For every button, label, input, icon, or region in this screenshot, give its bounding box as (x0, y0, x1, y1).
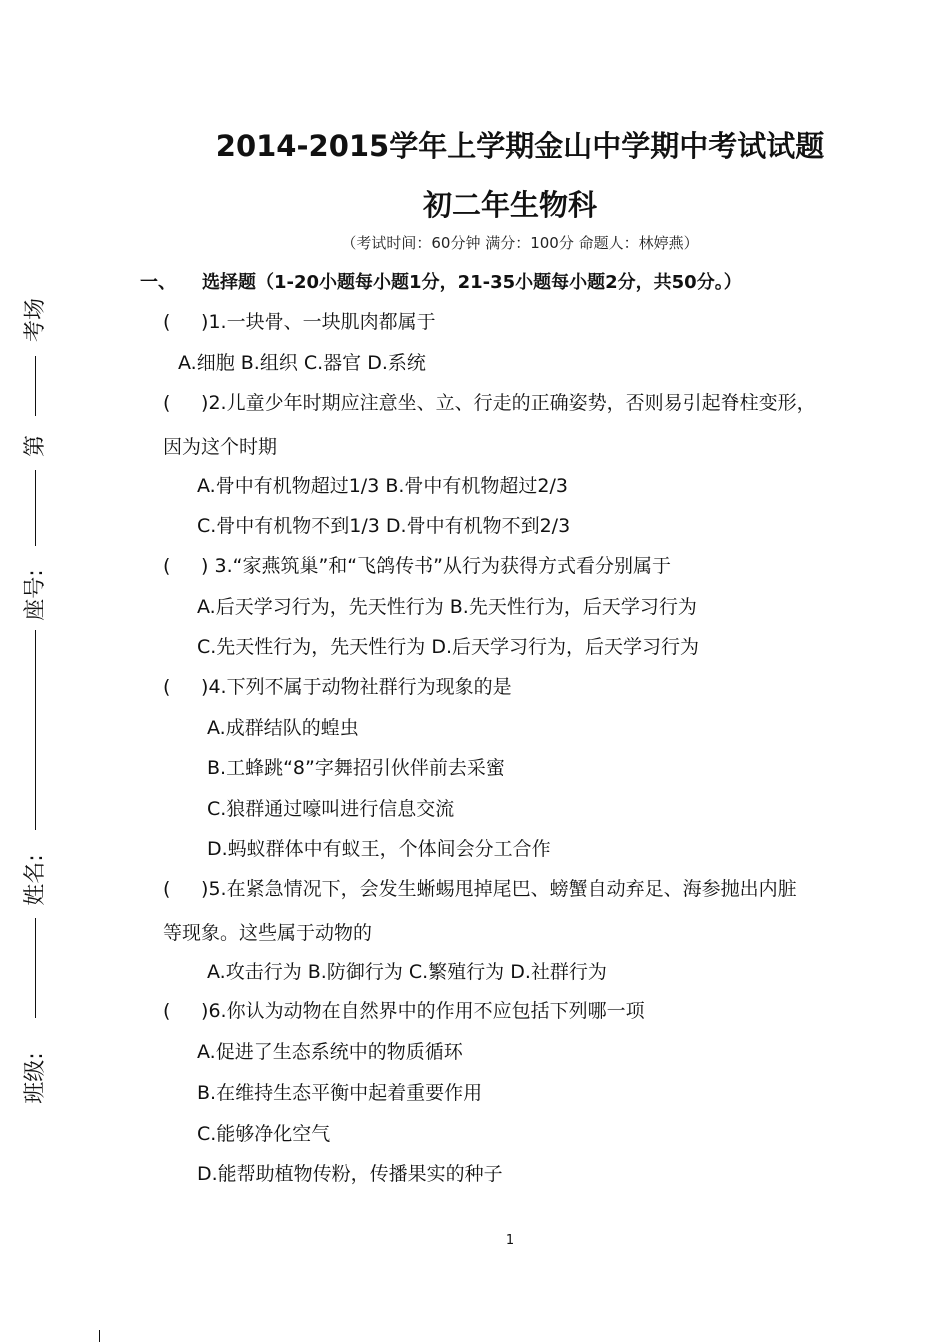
question-4-option-a: A.成群结队的蝗虫 (207, 717, 359, 739)
side-label-class: 班级: (23, 1052, 48, 1104)
question-3-options-ab: A.后天学习行为，先天性行为 B.先天性行为，后天学习行为 (197, 596, 697, 618)
question-5-cont: 等现象。这些属于动物的 (163, 922, 373, 944)
question-6-option-b: B.在维持生态平衡中起着重要作用 (197, 1082, 483, 1104)
side-line-4 (35, 918, 36, 1018)
question-3: ( ) 3.“家燕筑巢”和“飞鸽传书”从行为获得方式看分别属于 (163, 555, 671, 577)
question-6-option-c: C.能够净化空气 (197, 1123, 331, 1145)
question-4-option-c: C.狼群通过嚎叫进行信息交流 (207, 798, 455, 820)
exam-info: （考试时间：60分钟 满分：100分 命题人：林婷燕） (341, 234, 699, 252)
question-5: ( )5.在紧急情况下，会发生蜥蜴甩掉尾巴、螃蟹自动弃足、海参抛出内脏 (163, 878, 797, 900)
section-number: 一、 (140, 272, 176, 293)
question-4-option-b: B.工蜂跳“8”字舞招引伙伴前去采蜜 (207, 757, 505, 779)
side-line-2 (35, 470, 36, 546)
section-heading (140, 268, 742, 294)
question-5-options: A.攻击行为 B.防御行为 C.繁殖行为 D.社群行为 (207, 961, 607, 983)
question-2-options-ab: A.骨中有机物超过1/3 B.骨中有机物超过2/3 (197, 475, 568, 497)
question-3-options-cd: C.先天性行为，先天性行为 D.后天学习行为，后天学习行为 (197, 636, 700, 658)
question-6: ( )6.你认为动物在自然界中的作用不应包括下列哪一项 (163, 1000, 645, 1022)
side-label-di: 第 (23, 435, 48, 458)
exam-subtitle: 初二年生物科 (422, 188, 597, 222)
side-line-3 (35, 630, 36, 830)
question-2-options-cd: C.骨中有机物不到1/3 D.骨中有机物不到2/3 (197, 515, 571, 537)
question-2: ( )2.儿童少年时期应注意坐、立、行走的正确姿势，否则易引起脊柱变形， (163, 392, 816, 414)
side-label-seat: 座号: (23, 569, 48, 621)
page-number: 1 (505, 1233, 515, 1248)
section-title: 选择题（1-20小题每小题1分，21-35小题每小题2分，共50分。） (202, 272, 742, 293)
corner-mark (99, 1330, 100, 1342)
question-1-options: A.细胞 B.组织 C.器官 D.系统 (178, 352, 426, 374)
question-2-cont: 因为这个时期 (163, 436, 278, 458)
side-line-1 (35, 356, 36, 416)
exam-title: 2014-2015学年上学期金山中学期中考试试题 (215, 129, 825, 163)
question-4: ( )4.下列不属于动物社群行为现象的是 (163, 676, 512, 698)
question-6-option-a: A.促进了生态系统中的物质循环 (197, 1041, 463, 1063)
question-4-option-d: D.蚂蚁群体中有蚁王，个体间会分工合作 (207, 838, 551, 860)
question-6-option-d: D.能帮助植物传粉，传播果实的种子 (197, 1163, 503, 1185)
question-1: ( )1.一块骨、一块肌肉都属于 (163, 311, 436, 333)
side-label-name: 姓名: (23, 854, 48, 906)
side-label-exam-room: 考场 (23, 298, 48, 343)
